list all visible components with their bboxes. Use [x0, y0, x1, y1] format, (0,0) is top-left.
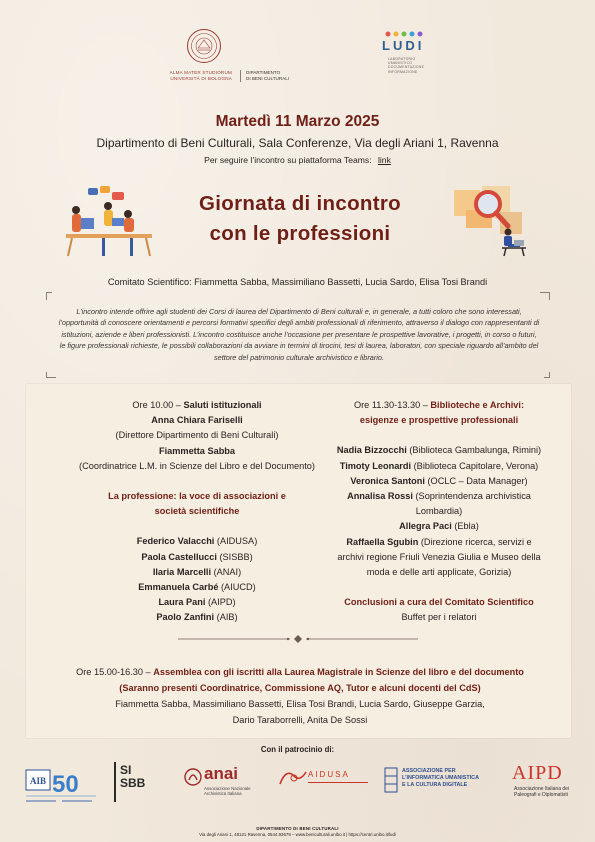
- aiucd-mark-icon: [384, 766, 398, 794]
- intro-paragraph: L’incontro intende offrire agli studenti dei Corsi di laurea del Dipartimento di Beni culturali e, in generale, a tutti coloro che sono interessati, l’opportunità di conoscere orientamenti e percorsi formativi specifici degli ambiti professionali di riferimento, attraverso il dialogo con rappresentanti di istituzioni, aziende e liberi professionisti. L’incontro costituisce anche l’occasione per presentare le prospettive lavorative, i progetti, in corso o futuri, le figure professionali richieste, le possibili collaborazioni da avviare in termini di tirocini, tesi di laurea, laboratori, con speciale riguardo all’ambito del settore del patrimonio culturale archivistico e librario.: [58, 307, 540, 362]
- footer-department: DIPARTIMENTO DI BENI CULTURALI: [256, 826, 339, 831]
- ludi-logo: [376, 30, 456, 90]
- event-title: Giornata di incontro con le professioni: [199, 192, 401, 245]
- conclusion: Conclusioni a cura del Comitato Scientifico: [344, 597, 534, 608]
- teams-line: [0, 155, 595, 165]
- speaker-name: Anna Chiara Fariselli: [151, 415, 243, 426]
- unibo-logo: [168, 28, 308, 88]
- list-item: Nadia Bizzocchi (Biblioteca Gambalunga, Rimini): [336, 445, 542, 456]
- event-date: Martedì 11 Marzo 2025: [215, 113, 380, 130]
- unibo-seal-icon: [186, 28, 222, 64]
- list-item: Ilaria Marcelli (ANAI): [152, 566, 242, 577]
- patronage-label: Con il patrocinio di:: [260, 745, 335, 754]
- team-meeting-illustration-icon: [64, 182, 156, 258]
- list-item: Timoty Leonardi (Biblioteca Capitolare, Verona): [339, 460, 539, 471]
- unibo-department: DIPARTIMENTO DI BENI CULTURALI: [246, 70, 290, 81]
- research-illustration-icon: [452, 182, 532, 258]
- svg-text:AIB: AIB: [30, 776, 47, 786]
- frame-corner-br: [544, 372, 550, 378]
- anai-mark-icon: [184, 768, 202, 786]
- assembly-names: Dario Taraborrelli, Anita De Sossi: [232, 715, 368, 725]
- frame-corner-tl: [46, 292, 52, 300]
- speaker-role: (Direttore Dipartimento di Beni Culturali): [115, 430, 279, 441]
- session-associations-title: La professione: la voce di associazioni e: [108, 491, 286, 502]
- speaker-role: (Coordinatrice L.M. in Scienze del Libro e del Documento): [79, 460, 315, 471]
- aiucd-logo: ASSOCIAZIONE PER L’INFORMATICA UMANISTICA E LA CULTURA DIGITALE: [384, 762, 494, 812]
- list-item: Paola Castellucci (SISBB): [141, 551, 253, 562]
- ludi-wordmark: LUDI: [382, 38, 425, 53]
- session-libraries: Ore 11.30-13.30 – Biblioteche e Archivi:: [353, 400, 525, 410]
- ludi-subtitle: LABORATORIO UMANISTICO DOCUMENTAZIONE INFORMAZIONE: [388, 57, 425, 74]
- svg-text:50: 50: [52, 771, 79, 798]
- teams-text: Per seguire l’incontro su piattaforma Teams:: [204, 155, 372, 165]
- unibo-divider: [240, 70, 241, 82]
- assembly-session: Ore 15.00-16.30 – Assemblea con gli iscritti alla Laurea Magistrale in Scienze del libro e del documento (Saranno presenti Coordinatrice, Commissione AQ, Tutor e alcuni docenti del CdS) Fiammetta Sabba, Massimiliano Bassetti, Elisa Tosi Brandi, Lucia Sardo, Giuseppe Garzia, Dario Taraborrelli, Anita De Sossi: [30, 664, 570, 728]
- list-item: Veronica Santoni (OCLC – Data Manager): [350, 475, 528, 486]
- aidusa-mark-icon: [278, 766, 308, 790]
- anai-logo: anai Associazione Nazionale Archivistica Italiana: [182, 762, 262, 812]
- list-item: Laura Pani (AIPD): [158, 597, 236, 608]
- list-item: Annalisa Rossi (Soprintendenza archivistica: [347, 491, 531, 502]
- aidusa-logo: AIDUSA: [278, 762, 374, 812]
- ornamental-divider-icon: [178, 634, 418, 644]
- aipd-logo: AIPD Associazione Italiana dei Paleografi e Diplomatisti: [512, 762, 570, 799]
- speaker-name: Fiammetta Sabba: [158, 445, 236, 456]
- list-item: Paolo Zanfini (AIB): [156, 612, 238, 623]
- list-item: Federico Valacchi (AIDUSA): [136, 536, 258, 547]
- buffet: Buffet per i relatori: [401, 612, 477, 623]
- list-item: Allegra Paci (Ebla): [399, 521, 479, 532]
- program-right-column: [310, 398, 568, 626]
- unibo-name: ALMA MATER STUDIORUM UNIVERSITÀ DI BOLOGNA: [169, 70, 232, 81]
- list-item: Raffaella Sgubin (Direzione ricerca, servizi e: [346, 536, 532, 547]
- session-libraries-subtitle: esigenze e prospettive professionali: [359, 415, 519, 426]
- program-left-column: [52, 398, 342, 626]
- frame-corner-bl: [46, 372, 56, 378]
- list-item: Emmanuela Carbé (AIUCD): [138, 582, 256, 593]
- list-item: archivi regione Friuli Venezia Giulia e Museo della: [337, 551, 541, 562]
- session-associations-title: società scientifiche: [154, 506, 240, 517]
- ludi-dots-icon: [384, 30, 424, 38]
- teams-link[interactable]: link: [377, 155, 391, 165]
- assembly-names: Fiammetta Sabba, Massimiliano Bassetti, Elisa Tosi Brandi, Lucia Sardo, Giuseppe Garzia,: [115, 699, 485, 709]
- aib-logo-icon: [22, 762, 102, 812]
- assembly-note: (Saranno presenti Coordinatrice, Commissione AQ, Tutor e alcuni docenti del CdS): [119, 683, 481, 693]
- scientific-committee: Comitato Scientifico: Fiammetta Sabba, Massimiliano Bassetti, Lucia Sardo, Elisa Tosi Brandi: [107, 277, 488, 287]
- list-item: moda e delle arti applicate, Gorizia): [366, 567, 512, 578]
- frame-corner-tr: [540, 292, 550, 300]
- patron-logos: [0, 762, 595, 812]
- list-item: Lombardia): [415, 506, 463, 517]
- session-welcome: Ore 10.00 – Saluti istituzionali: [132, 400, 262, 410]
- sisbb-logo: SI SBB: [112, 762, 152, 812]
- event-venue: Dipartimento di Beni Culturali, Sala Conferenze, Via degli Ariani 1, Ravenna: [96, 136, 499, 150]
- footer-address: Via degli Ariani 1, 48121 Ravenna, 0544.93679 – www.beniculturali.unibo.it | https://centri.unibo.it/ludi: [199, 832, 396, 837]
